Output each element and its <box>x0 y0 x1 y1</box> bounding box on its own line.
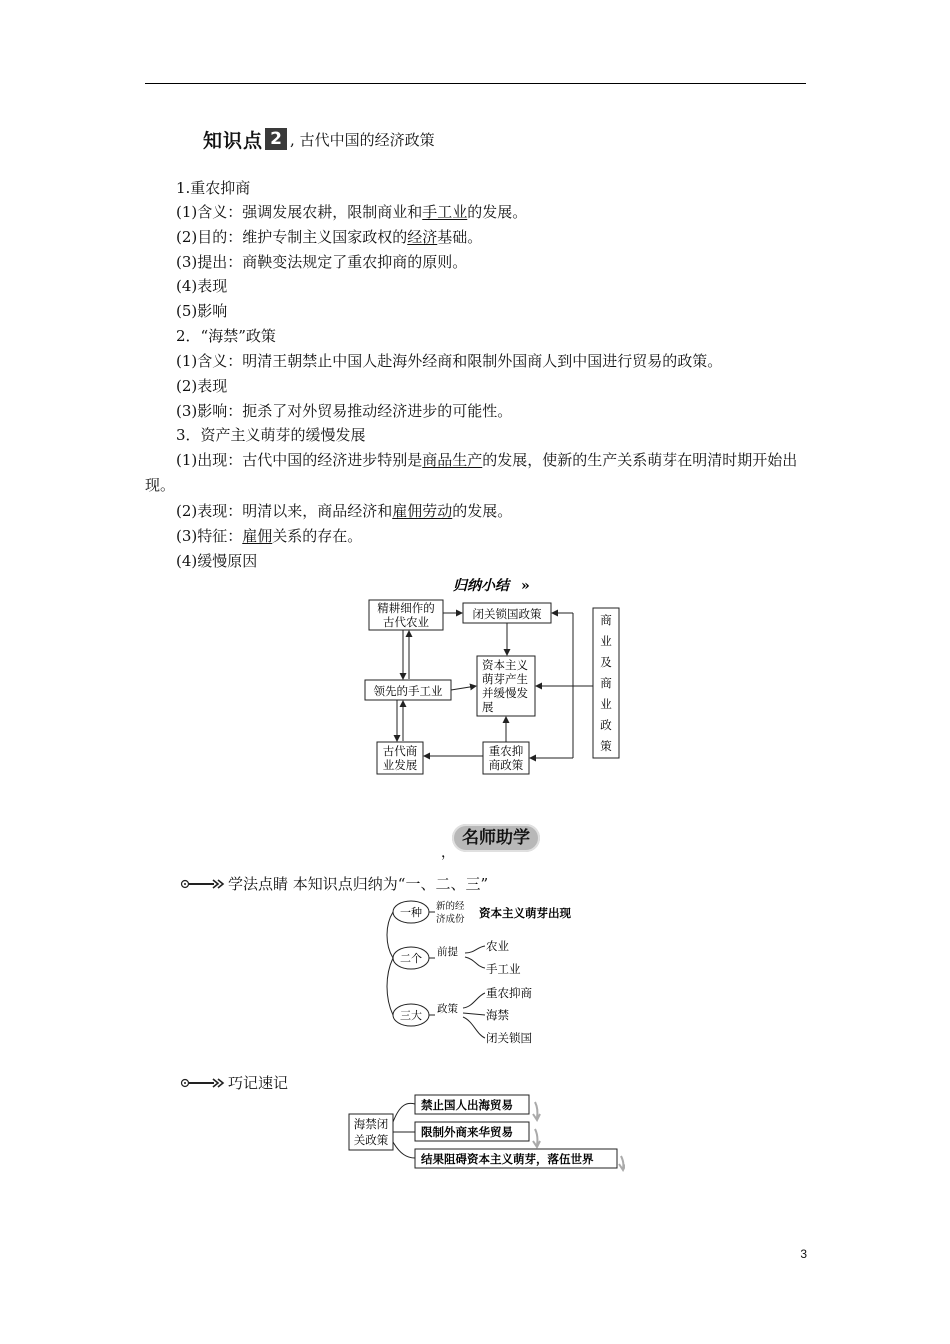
svg-text:限制外商来华贸易: 限制外商来华贸易 <box>421 1125 513 1139</box>
svg-text:海禁: 海禁 <box>486 1008 509 1022</box>
svg-text:重农抑: 重农抑 <box>488 744 524 758</box>
knowledge-point-number: 2 <box>265 128 287 150</box>
svg-text:政: 政 <box>600 718 612 732</box>
svg-text:商: 商 <box>600 613 612 627</box>
text-line: (4)缓慢原因 <box>176 552 258 570</box>
pointer-arrow-icon <box>180 877 226 891</box>
pointer-arrow-icon <box>180 1076 226 1090</box>
knowledge-point-label: 知识点 <box>203 129 264 152</box>
svg-text:海禁闭: 海禁闭 <box>353 1117 389 1131</box>
svg-text:资本主义萌芽出现: 资本主义萌芽出现 <box>479 906 571 920</box>
svg-text:新的经: 新的经 <box>436 901 465 912</box>
svg-text:闭关锁国政策: 闭关锁国政策 <box>472 607 542 621</box>
heading-2: 2．“海禁”政策 <box>176 327 276 345</box>
svg-text:二个: 二个 <box>400 952 422 965</box>
svg-text:古代农业: 古代农业 <box>383 615 429 629</box>
svg-text:一种: 一种 <box>400 906 422 919</box>
svg-text:并缓慢发: 并缓慢发 <box>482 686 528 700</box>
text-line: (3)影响：扼杀了对外贸易推动经济进步的可能性。 <box>176 402 513 420</box>
method-heading: 学法点睛 本知识点归纳为“一、二、三” <box>180 873 488 894</box>
svg-text:业发展: 业发展 <box>382 758 418 772</box>
svg-text:济成份: 济成份 <box>436 914 465 925</box>
svg-text:领先的手工业: 领先的手工业 <box>373 684 443 698</box>
teacher-assist-badge: 名师助学 <box>452 824 540 852</box>
svg-text:前提: 前提 <box>437 946 458 958</box>
svg-text:三大: 三大 <box>400 1009 422 1022</box>
svg-text:及: 及 <box>600 655 612 669</box>
text-line: (3)特征：雇佣关系的存在。 <box>176 527 363 545</box>
svg-text:关政策: 关政策 <box>353 1133 389 1147</box>
svg-text:萌芽产生: 萌芽产生 <box>482 672 528 686</box>
memo-heading: 巧记速记 <box>180 1072 288 1093</box>
memo-diagram <box>345 1092 625 1172</box>
text-line: (2)目的：维护专制主义国家政权的经济基础。 <box>176 228 483 246</box>
svg-text:闭关锁国: 闭关锁国 <box>486 1031 532 1045</box>
header-rule <box>145 83 806 84</box>
svg-text:资本主义: 资本主义 <box>482 658 528 672</box>
svg-text:展: 展 <box>482 700 494 714</box>
text-line: (2)表现：明清以来，商品经济和雇佣劳动的发展。 <box>176 502 513 520</box>
svg-text:结果阻碍资本主义萌芽，落伍世界: 结果阻碍资本主义萌芽，落伍世界 <box>421 1152 594 1166</box>
summary-title: 归纳小结 <box>453 578 509 594</box>
stray-comma: ， <box>441 845 455 861</box>
text-line: (4)表现 <box>176 277 228 295</box>
text-line: (1)含义：强调发展农耕，限制商业和手工业的发展。 <box>176 203 528 221</box>
knowledge-point-title: 古代中国的经济政策 <box>299 130 435 149</box>
svg-text:商: 商 <box>600 676 612 690</box>
heading-3: 3．资产主义萌芽的缓慢发展 <box>176 426 366 444</box>
chevron-double-icon: » <box>521 578 530 594</box>
text-paragraph: (1)出现：古代中国的经济进步特别是商品生产的发展，使新的生产关系萌芽在明清时期开始出现。 <box>145 451 798 494</box>
svg-text:精耕细作的: 精耕细作的 <box>377 601 435 615</box>
text-line: (3)提出：商鞅变法规定了重农抑商的原则。 <box>176 253 468 271</box>
text-line: (5)影响 <box>176 302 228 320</box>
svg-text:策: 策 <box>600 739 612 753</box>
summary-diagram <box>355 570 635 780</box>
svg-text:农业: 农业 <box>486 939 509 953</box>
svg-text:手工业: 手工业 <box>486 962 521 976</box>
svg-text:禁止国人出海贸易: 禁止国人出海贸易 <box>421 1098 513 1112</box>
method-mindmap <box>385 895 625 1050</box>
svg-text:重农抑商: 重农抑商 <box>486 986 532 1000</box>
heading-1: 1.重农抑商 <box>176 179 251 197</box>
svg-text:商政策: 商政策 <box>488 758 524 772</box>
svg-text:业: 业 <box>600 697 612 711</box>
text-line: (1)含义：明清王朝禁止中国人赴海外经商和限制外国商人到中国进行贸易的政策。 <box>176 352 723 370</box>
page-number: 3 <box>800 1247 807 1261</box>
svg-text:政策: 政策 <box>437 1003 458 1015</box>
section-title: 知识点 2 , 古代中国的经济政策 <box>203 124 435 154</box>
svg-text:业: 业 <box>600 634 612 648</box>
text-line: (2)表现 <box>176 377 228 395</box>
svg-text:古代商: 古代商 <box>382 744 418 758</box>
